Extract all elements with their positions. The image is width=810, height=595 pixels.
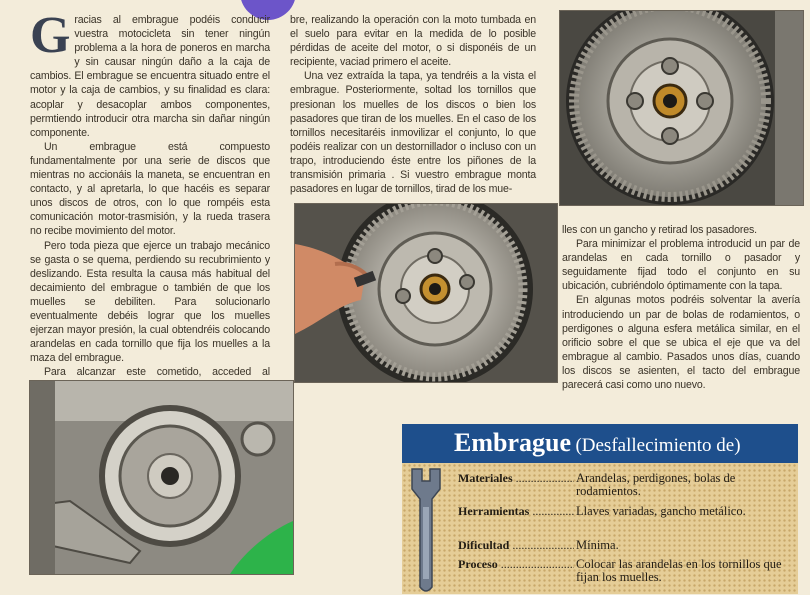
row-label: Dificultad ..... <box>458 539 574 552</box>
clutch-photo-top-right <box>559 10 804 206</box>
paragraph: racias al embrague podéis conducir vuestra motocicleta sin tener ningún problema a la hora de poneros en marcha y sin causar ningún daño a la caja de cambios. El embrague se encuentra situado entre el motor y la caja de cambios, y su finalidad es clara: acoplar y desacoplar ambos componentes, permtiendo introducir otra marcha sin dañar ningún componente. <box>30 14 270 139</box>
row-label: Proceso ..... <box>458 558 574 571</box>
article-column-2 <box>290 13 536 196</box>
paragraph: En algunas motos podréis solventar la avería introduciendo un par de bolas de rodamientos, o perdigones o alguna esfera metálica similar, en el orificio sobre el que se ubica el eje que va del embrague al cambio. Pasados unos días, cuando los discos se asienten, el tacto del embrague parecerá casi como uno nuevo. <box>562 294 800 392</box>
row-value: Colocar las arandelas en los tornillos que fijan los muelles. <box>576 557 782 584</box>
row-value: Arandelas, perdigones, bolas de rodamientos. <box>576 471 736 498</box>
paragraph: Un embrague está compuesto fundamentalmente por una serie de discos que mientras no accionáis la maneta, se encuentran en contacto, y al apretarla, lo que hacéis es separar unos discos de otros, con lo que rompéis esta comunicación motor-trasmisión, y la rueda trasera no recibe movimiento del motor. <box>30 140 270 238</box>
wrench-icon <box>408 467 444 595</box>
paragraph: Para alcanzar este cometido, acceded al <box>44 366 270 379</box>
info-box-title: Embrague <box>454 428 571 457</box>
paragraph: Una vez extraída la tapa, ya tendréis a la vista el embrague. Posteriormente, soltad los tornillos que presionan los muelles de los discos o bien los pasadores que tiran de los muelles. En el caso de los tornillos necesitaréis inmovilizar el conjunto, lo que podéis realizar con un destornillador o incluso con un trapo, introduciendo éste entre los piñones de la transmisión primaria . Si vuestro embrague monta pasadores en lugar de tornillos, tirad de los mue- <box>290 70 536 196</box>
row-value: Mínima. <box>576 538 619 552</box>
info-row-dificultad <box>458 539 794 552</box>
article-column-3 <box>562 223 800 392</box>
info-row-herramientas <box>458 505 794 518</box>
paragraph: Para minimizar el problema introducid un par de arandelas en cada tornillo o pasador y seguidamente fijad todo el conjunto en su ubicación, cubriéndolo óptimamente con la tapa. <box>562 238 800 293</box>
paragraph: lles con un gancho y retirad los pasadores. <box>562 224 757 236</box>
clutch-photo-with-hand <box>294 203 558 383</box>
info-box-header <box>402 424 798 463</box>
info-box-subtitle: (Desfallecimiento de) <box>575 435 741 456</box>
drop-cap: G <box>30 7 71 64</box>
article-column-1 <box>30 7 270 408</box>
row-label: Herramientas ..... <box>458 505 574 518</box>
paragraph: bre, realizando la operación con la moto tumbada en el suelo para evitar en la medida de lo posible pérdidas de aceite del motor, o si disponéis de un recipiente, vaciad primero el aceite. <box>290 14 536 69</box>
info-box <box>402 424 798 594</box>
info-row-materiales <box>458 472 794 498</box>
info-box-body <box>402 463 798 594</box>
info-row-proceso <box>458 558 794 584</box>
engine-photo-bottom-left <box>29 380 294 575</box>
paragraph: Pero toda pieza que ejerce un trabajo mecánico se gasta o se quema, perdiendo su recubrimiento y deslizando. Esta resulta la causa más habitual del decaimiento del embrague o también de que los muelles se debiliten. Para solucionarlo eventualmente debéis lograr que los muelles ejerzan mayor presión, la cual obtendréis colocando arandelas en cada tornillo que fija los muelles a la maza del embrague. <box>30 239 270 365</box>
row-value: Llaves variadas, gancho metálico. <box>576 504 746 518</box>
row-label: Materiales ..... <box>458 472 574 485</box>
